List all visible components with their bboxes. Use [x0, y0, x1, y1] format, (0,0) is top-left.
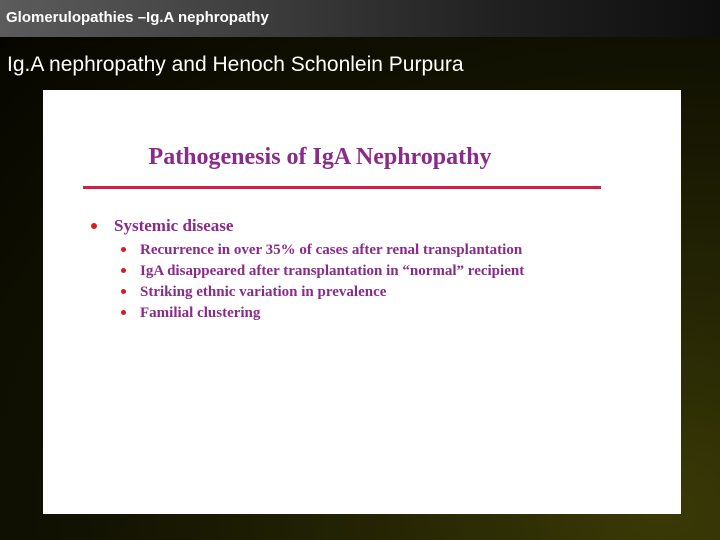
embedded-slide-title: Pathogenesis of IgA Nephropathy [148, 144, 492, 170]
title-divider [83, 186, 601, 189]
sub-bullet-item [121, 302, 524, 323]
bullet-dot-icon [121, 289, 126, 294]
bullet-dot-icon [121, 268, 126, 273]
sub-bullet-text: Striking ethnic variation in prevalence [140, 283, 387, 300]
header-title: Glomerulopathies –Ig.A nephropathy [6, 9, 269, 26]
sub-bullet-item [121, 239, 524, 260]
sub-bullet-item [121, 281, 524, 302]
bullet-dot-icon [91, 223, 97, 229]
sub-bullet-text: Familial clustering [140, 304, 261, 321]
bullet-dot-icon [121, 247, 126, 252]
sub-bullet-list [121, 239, 524, 323]
sub-bullet-item [121, 260, 524, 281]
embedded-slide-image [43, 90, 681, 514]
header-bar [0, 0, 720, 37]
sub-bullet-text: IgA disappeared after transplantation in “normal” recipient [140, 262, 525, 279]
bullet-text: Systemic disease [114, 216, 234, 235]
slide-subtitle: Ig.A nephropathy and Henoch Schonlein Purpura [7, 53, 464, 76]
sub-bullet-text: Recurrence in over 35% of cases after renal transplantation [140, 241, 523, 258]
bullet-dot-icon [121, 310, 126, 315]
bullet-systemic-disease [91, 216, 233, 236]
